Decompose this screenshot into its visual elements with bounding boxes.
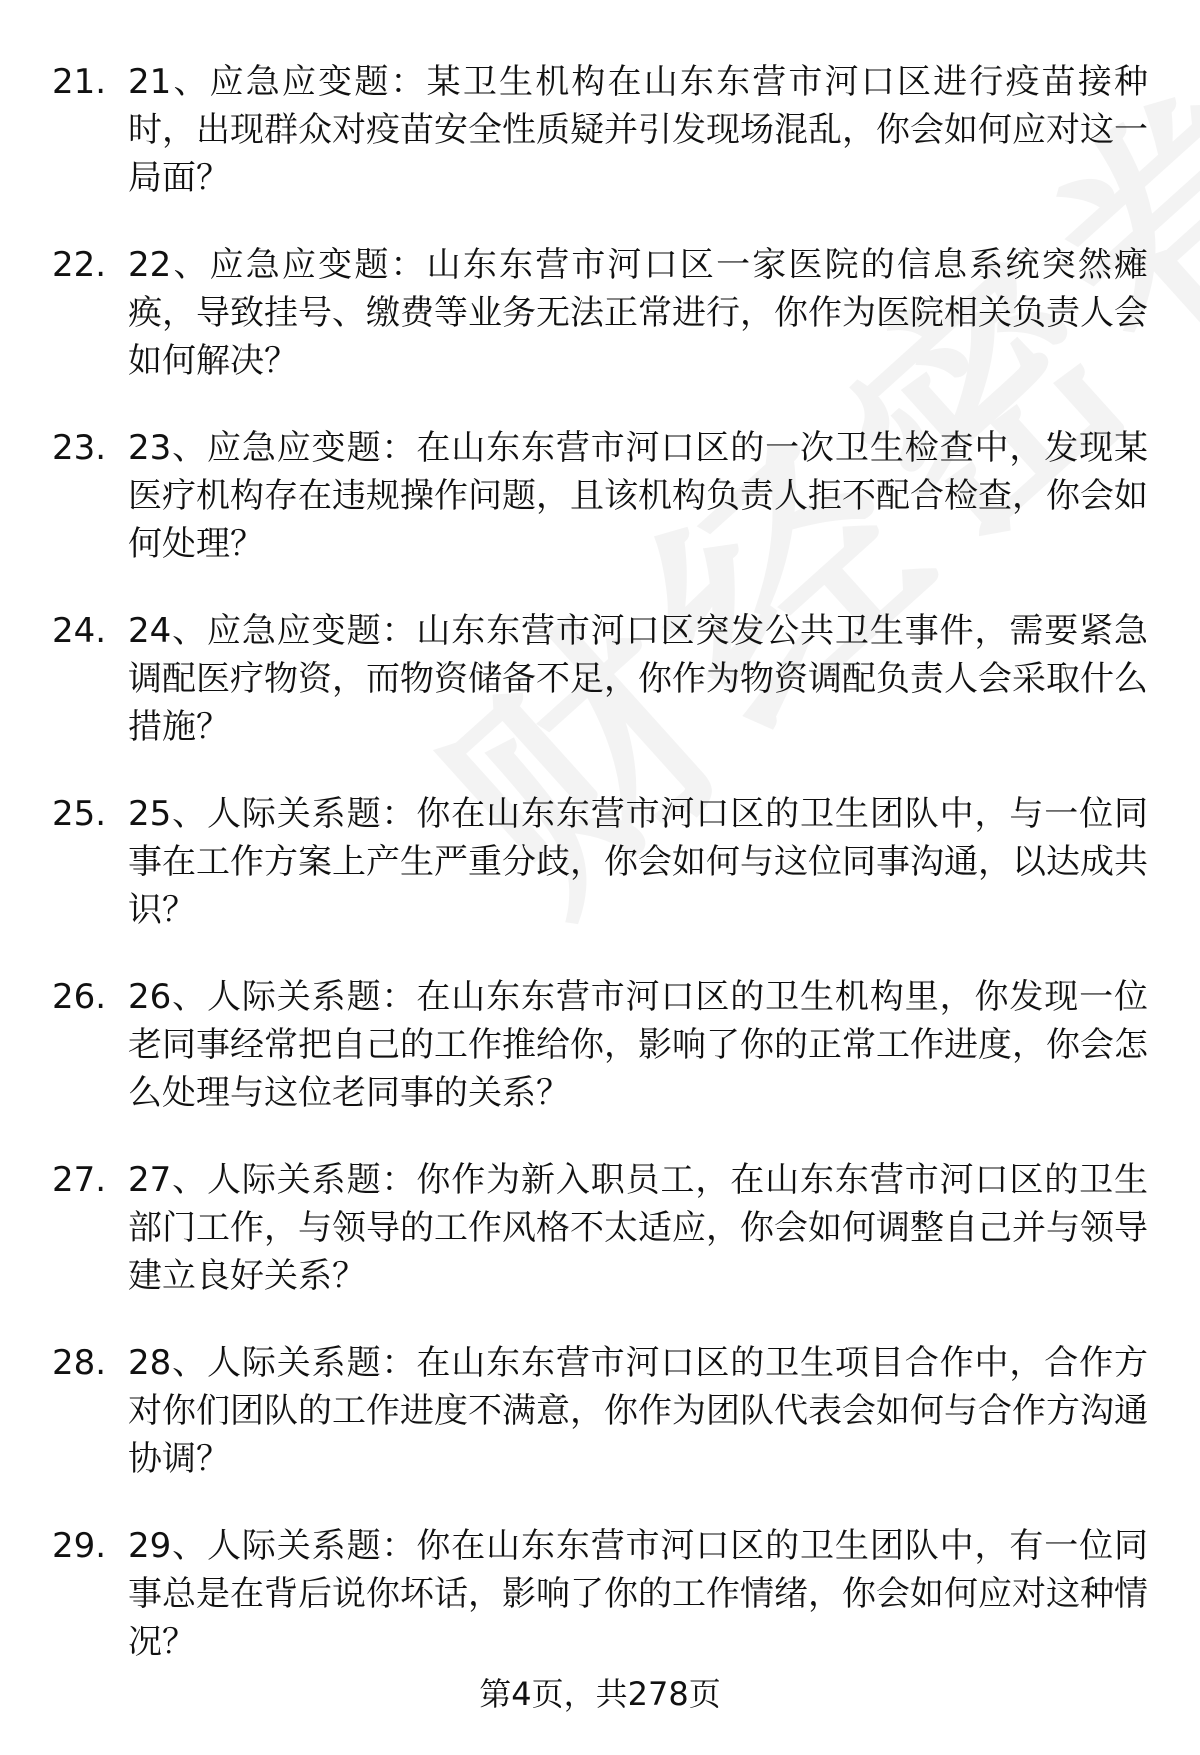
question-text: 29、人际关系题：你在山东东营市河口区的卫生团队中，有一位同事总是在背后说你坏话，影响了你的工作情绪，你会如何应对这种情况？ [128,1526,1148,1662]
question-item [0,973,1200,1156]
question-item [0,790,1200,973]
question-list [0,58,1200,1705]
question-item [0,607,1200,790]
question-item [0,1156,1200,1339]
page-footer [0,1672,1200,1716]
question-number: 25. [52,794,107,834]
question-number: 22. [52,245,107,285]
question-item [0,58,1200,241]
question-text: 22、应急应变题：山东东营市河口区一家医院的信息系统突然瘫痪，导致挂号、缴费等业务无法正常进行，你作为医院相关负责人会如何解决？ [128,245,1148,381]
question-text: 26、人际关系题：在山东东营市河口区的卫生机构里，你发现一位老同事经常把自己的工作推给你，影响了你的正常工作进度，你会怎么处理与这位老同事的关系？ [128,977,1148,1113]
question-text: 27、人际关系题：你作为新入职员工，在山东东营市河口区的卫生部门工作，与领导的工作风格不太适应，你会如何调整自己并与领导建立良好关系？ [128,1160,1148,1296]
question-number: 29. [52,1526,107,1566]
question-text: 23、应急应变题：在山东东营市河口区的一次卫生检查中，发现某医疗机构存在违规操作问题，且该机构负责人拒不配合检查，你会如何处理？ [128,428,1148,564]
question-item [0,424,1200,607]
question-number: 28. [52,1343,107,1383]
question-number: 26. [52,977,107,1017]
page-indicator: 第4页，共278页 [479,1675,721,1713]
question-number: 21. [52,62,107,102]
question-item [0,241,1200,424]
question-item [0,1339,1200,1522]
question-text: 21、应急应变题：某卫生机构在山东东营市河口区进行疫苗接种时，出现群众对疫苗安全性质疑并引发现场混乱，你会如何应对这一局面？ [128,62,1148,198]
question-number: 24. [52,611,107,651]
question-text: 24、应急应变题：山东东营市河口区突发公共卫生事件，需要紧急调配医疗物资，而物资储备不足，你作为物资调配负责人会采取什么措施？ [128,611,1148,747]
question-number: 27. [52,1160,107,1200]
question-number: 23. [52,428,107,468]
question-text: 25、人际关系题：你在山东东营市河口区的卫生团队中，与一位同事在工作方案上产生严重分歧，你会如何与这位同事沟通，以达成共识？ [128,794,1148,930]
question-text: 28、人际关系题：在山东东营市河口区的卫生项目合作中，合作方对你们团队的工作进度不满意，你作为团队代表会如何与合作方沟通协调？ [128,1343,1148,1479]
